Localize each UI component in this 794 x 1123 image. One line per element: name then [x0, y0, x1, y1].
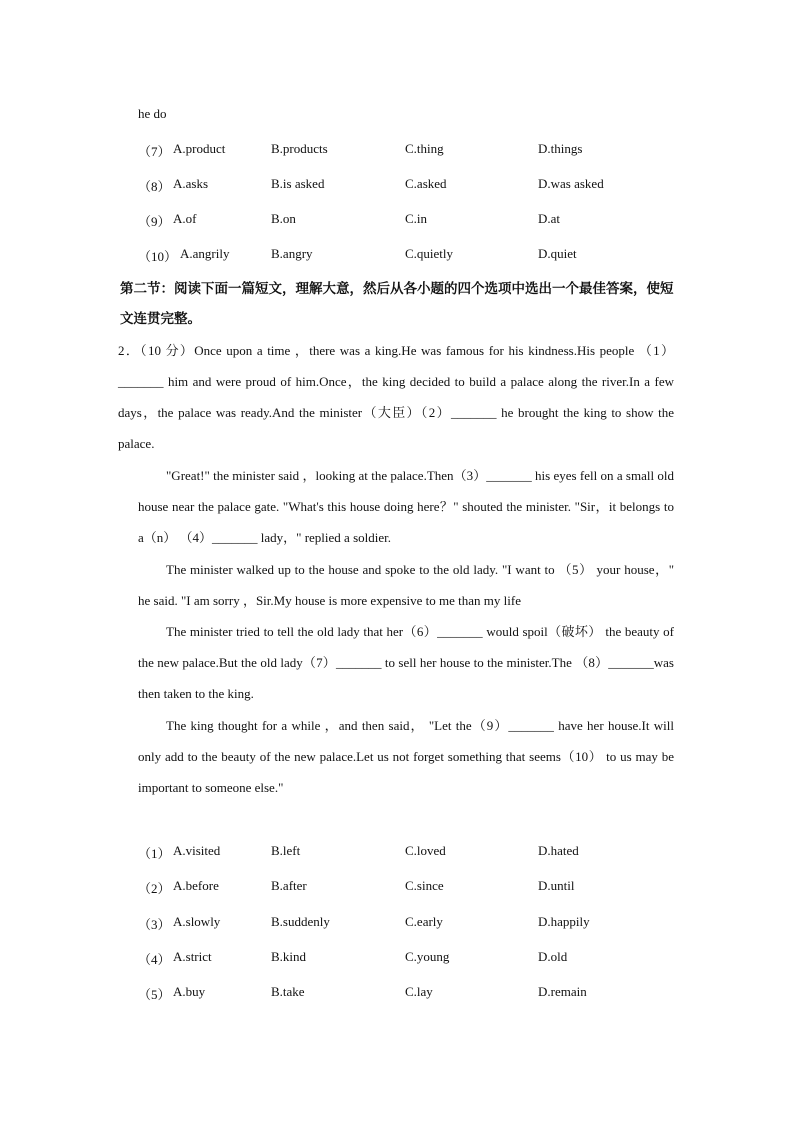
option-c: C.loved: [405, 843, 446, 858]
option-a: A.visited: [173, 843, 221, 858]
option-number: （8）: [138, 179, 171, 194]
option-b: B.left: [271, 843, 301, 858]
option-c: C.lay: [405, 984, 433, 999]
option-a: A.product: [173, 141, 226, 156]
option-d: D.until: [538, 878, 575, 893]
option-a: A.angrily: [180, 246, 230, 261]
option-b: B.is asked: [271, 176, 325, 191]
passage-paragraph-1: 2．（10 分）Once upon a time ，there was a king.He was famous for his kindness.His people （1）_______ him and were proud of him.Once，the king decided to build a palace along the river.In a few days，the palace was ready.And the minister（大臣）（2）_______ he brought the king to show the palace.: [118, 343, 674, 451]
option-row-5: [138, 984, 698, 1004]
option-c: C.since: [405, 878, 444, 893]
option-c: C.in: [405, 211, 428, 226]
passage-paragraph-3: The minister walked up to the house and spoke to the old lady. "I want to （5） your house，" he said. "I am sorry ，Sir.My house is more expensive to me than my life: [138, 562, 674, 608]
option-a: A.slowly: [173, 914, 221, 929]
option-number: （9）: [138, 214, 171, 229]
option-b: B.suddenly: [271, 914, 330, 929]
option-d: D.hated: [538, 843, 579, 858]
option-row-2: [138, 878, 698, 898]
option-row-10: [138, 246, 698, 266]
option-b: B.products: [271, 141, 328, 156]
option-row-4: [138, 949, 698, 969]
section-heading: 第二节：阅读下面一篇短文，理解大意，然后从各小题的四个选项中选出一个最佳答案，使短文连贯完整。: [120, 281, 674, 326]
option-d: D.old: [538, 949, 568, 964]
option-a: A.before: [173, 878, 219, 893]
option-a: A.buy: [173, 984, 206, 999]
option-number: （3）: [138, 917, 171, 932]
option-row-8: [138, 176, 698, 196]
option-b: B.on: [271, 211, 296, 226]
option-b: B.after: [271, 878, 307, 893]
option-d: D.remain: [538, 984, 587, 999]
option-c: C.thing: [405, 141, 444, 156]
option-number: （2）: [138, 881, 171, 896]
option-row-9: [138, 211, 698, 231]
option-a: A.strict: [173, 949, 212, 964]
option-b: B.angry: [271, 246, 313, 261]
option-d: D.happily: [538, 914, 590, 929]
option-c: C.young: [405, 949, 450, 964]
option-c: C.asked: [405, 176, 447, 191]
option-number: （5）: [138, 987, 171, 1002]
option-d: D.at: [538, 211, 561, 226]
option-a: A.asks: [173, 176, 209, 191]
option-d: D.things: [538, 141, 583, 156]
passage-paragraph-2: "Great!" the minister said ，looking at the palace.Then（3）_______ his eyes fell on a small old house near the palace gate. "What's this house doing here？" shouted the minister. "Sir，it belongs to a（n） （4）_______ lady，" replied a soldier.: [138, 468, 674, 545]
option-number: （7）: [138, 144, 171, 159]
passage-paragraph-5: The king thought for a while ，and then said， "Let the（9）_______ have her house.It will only add to the beauty of the new palace.Let us not forget something that seems（10） to us may be important to someone else.": [138, 718, 674, 795]
passage-paragraph-4: The minister tried to tell the old lady that her（6）_______ would spoil（破坏） the beauty of the new palace.But the old lady（7）_______ to sell her house to the minister.The （8）_______was then taken to the king.: [138, 624, 674, 701]
option-number: （10）: [138, 249, 178, 264]
option-number: （1）: [138, 846, 171, 861]
option-row-3: [138, 914, 698, 934]
option-d: D.quiet: [538, 246, 577, 261]
top-fragment: he do: [138, 106, 167, 121]
option-c: C.early: [405, 914, 443, 929]
option-b: B.kind: [271, 949, 307, 964]
option-b: B.take: [271, 984, 305, 999]
option-a: A.of: [173, 211, 197, 226]
option-row-1: [138, 843, 698, 863]
option-number: （4）: [138, 952, 171, 967]
option-c: C.quietly: [405, 246, 454, 261]
option-row-7: [138, 141, 698, 161]
option-d: D.was asked: [538, 176, 604, 191]
